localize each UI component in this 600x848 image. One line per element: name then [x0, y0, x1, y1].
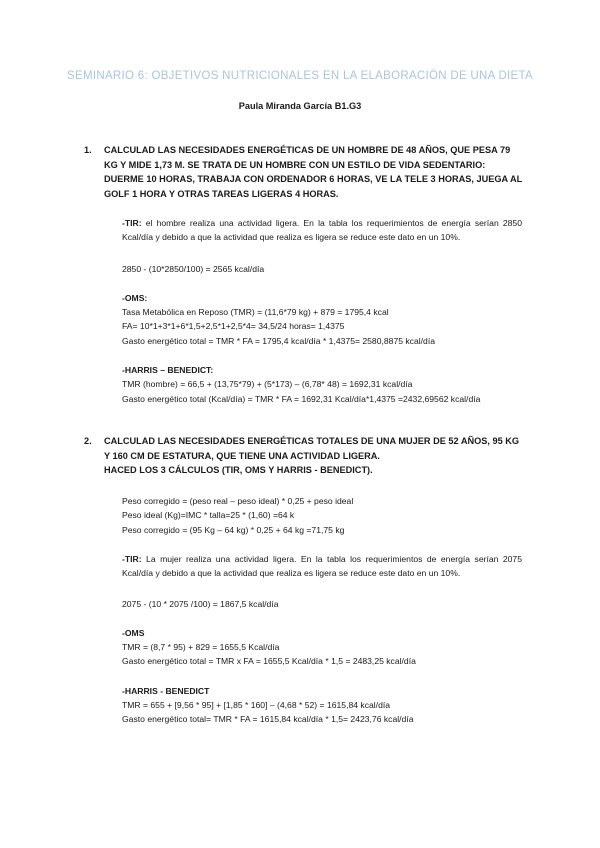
q2-tir-paragraph	[122, 552, 522, 581]
question-2-subtext: HACED LOS 3 CÁLCULOS (TIR, OMS Y HARRIS - BENEDICT).	[104, 465, 373, 475]
question-1-heading	[84, 143, 524, 201]
q1-tir-label: -TIR:	[122, 218, 142, 228]
q1-oms-block	[122, 305, 522, 348]
q2-hb-line: Gasto energético total= TMR * FA = 1615,84 kcal/día * 1,5= 2423,76 kcal/día	[122, 714, 414, 725]
question-1-text: CALCULAD LAS NECESIDADES ENERGÉTICAS DE UN HOMBRE DE 48 AÑOS, QUE PESA 79 KG Y MIDE 1,73 M. SE TRATA DE UN HOMBRE CON UN ESTILO DE VIDA SEDENTARIO: DUERME 10 HORAS, TRABAJA CON ORDENADOR 6 HORAS, VE LA TELE 3 HORAS, JUEGA AL GOLF 1 HORA Y OTRAS TAREAS LIGERAS 4 HORAS.	[104, 145, 523, 199]
q2-oms-line: TMR = (8,7 * 95) + 829 = 1655,5 Kcal/día	[122, 642, 280, 652]
q2-oms-line: Gasto energético total = TMR x FA = 1655,5 Kcal/día * 1,5 = 2483,25 kcal/día	[122, 656, 416, 667]
q2-tir-text: La mujer realiza una actividad ligera. En la tabla los requerimientos de energía serían 2075 Kcal/día y debido a que la actividad que realiza es ligera se reduce este dato en un 10%.	[122, 554, 522, 579]
q1-oms-line: FA= 10*1+3*1+6*1,5+2,5*1+2,5*4= 34,5/24 horas= 1,4375	[122, 321, 345, 332]
q2-oms-block	[122, 640, 522, 669]
q1-oms-label: -OMS:	[122, 293, 148, 303]
q2-hb-line: TMR = 655 + [9,56 * 95] + [1,85 * 160] – (4,68 * 52) = 1615,84 kcal/día	[122, 700, 391, 710]
q1-tir-calc: 2850 - (10*2850/100) = 2565 kcal/día	[122, 264, 265, 274]
q2-oms-label: -OMS	[122, 628, 145, 638]
q2-peso-block	[122, 494, 522, 537]
q2-hb-block	[122, 698, 522, 727]
q2-hb-label: -HARRIS - BENEDICT	[122, 686, 210, 696]
q1-hb-line: TMR (hombre) = 66,5 + (13,75*79) + (5*173) – (6,78* 48) = 1692,31 kcal/día	[122, 379, 413, 389]
q1-tir-paragraph	[122, 216, 522, 245]
q2-tir-calc: 2075 - (10 * 2075 /100) = 1867,5 kcal/día	[122, 599, 279, 609]
q1-hb-line: Gasto energético total (Kcal/día) = TMR * FA = 1692,31 Kcal/día*1,4375 =2432,69562 kcal/día	[122, 394, 481, 404]
q2-peso-line: Peso ideal (Kg)=IMC * talla=25 * (1,60) =64 k	[122, 510, 295, 521]
document-title: SEMINARIO 6: OBJETIVOS NUTRICIONALES EN LA ELABORACIÓN DE UNA DIETA	[67, 70, 533, 82]
question-2-heading	[84, 434, 524, 478]
q2-peso-line: Peso corregido = (95 Kg – 64 kg) * 0,25 + 64 kg =71,75 kg	[122, 524, 345, 535]
question-1-number: 1.	[84, 145, 92, 155]
q1-oms-line: Gasto energético total = TMR * FA = 1795,4 kcal/día * 1,4375= 2580,8875 kcal/día	[122, 335, 436, 346]
q2-tir-label: -TIR:	[122, 554, 142, 564]
question-2-number: 2.	[84, 436, 92, 446]
q1-tir-text: el hombre realiza una actividad ligera. En la tabla los requerimientos de energía serían 2850 Kcal/día y debido a que la actividad que realiza es ligera se reduce este dato en un 10%.	[122, 218, 522, 243]
q2-peso-line: Peso corregido = (peso real – peso ideal) * 0,25 + peso ideal	[122, 496, 354, 506]
author-line: Paula Miranda García B1.G3	[238, 101, 362, 111]
question-2-text: CALCULAD LAS NECESIDADES ENERGÉTICAS TOTALES DE UNA MUJER DE 52 AÑOS, 95 KG Y 160 CM DE ESTATURA, QUE TIENE UNA ACTIVIDAD LIGERA.	[104, 436, 520, 461]
q1-hb-label: -HARRIS – BENEDICT:	[122, 365, 214, 375]
q1-oms-line: Tasa Metabólica en Reposo (TMR) = (11,6*79 kg) + 879 = 1795,4 kcal	[122, 307, 389, 317]
